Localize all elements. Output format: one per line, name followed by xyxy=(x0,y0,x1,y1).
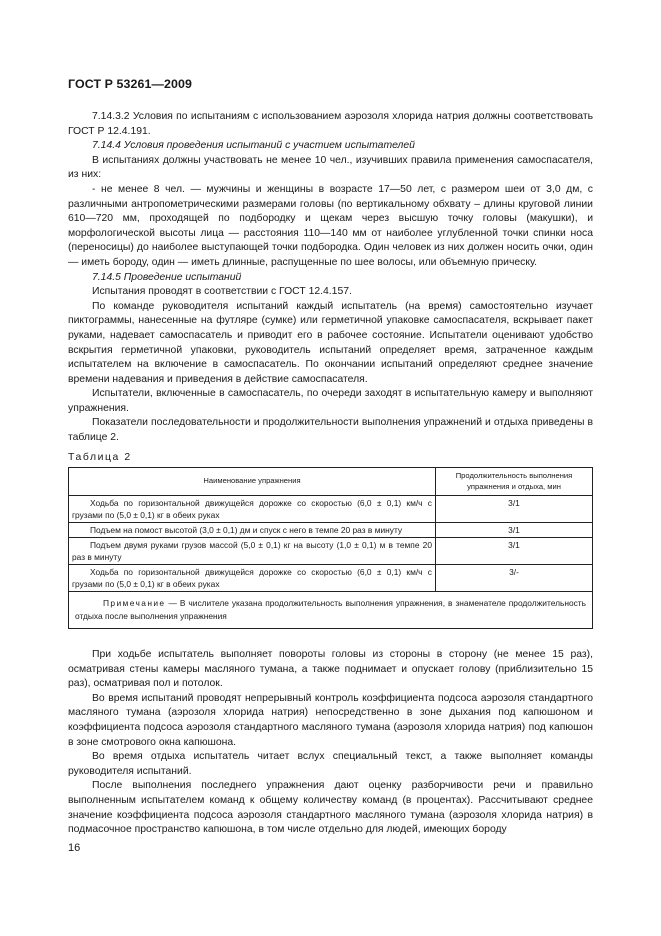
paragraph: В испытаниях должны участвовать не менее 10 чел., изучивших правила применения самоспасателя, из них: xyxy=(68,154,593,181)
table-row xyxy=(69,565,593,592)
table-row xyxy=(69,523,593,538)
exercise-table xyxy=(68,467,593,629)
paragraph: Испытания проводят в соответствии с ГОСТ 12.4.157. xyxy=(92,286,352,298)
section-heading: 7.14.4 Условия проведения испытаний с участием испытателей xyxy=(92,140,415,152)
paragraph: Во время отдыха испытатель читает вслух специальный текст, а также выполняет команды руководителя испытаний. xyxy=(68,751,593,777)
body-top xyxy=(68,110,593,446)
exercise-duration: 3/- xyxy=(436,565,593,592)
exercise-name: Подъем двумя руками грузов массой (5,0 ± 0,1) кг на высоту (1,0 ± 0,1) м в темпе 20 раз в минуту xyxy=(69,538,436,565)
exercise-duration: 3/1 xyxy=(436,496,593,523)
paragraph: Во время испытаний проводят непрерывный контроль коэффициента подсоса аэрозоля стандартного масляного тумана (аэрозоля хлорида натрия) непосредственно в зоне дыхания под капюшоном и коэффициента подсоса аэрозоля стандартного масляного тумана (аэрозоля хлорида натрия) под капюшон в зоне смотрового окна капюшона. xyxy=(68,692,593,748)
exercise-duration: 3/1 xyxy=(436,538,593,565)
table-note-row xyxy=(69,592,593,629)
body-bottom xyxy=(68,648,593,838)
paragraph: При ходьбе испытатель выполняет повороты головы из стороны в сторону (не менее 15 раз), осматривая стены камеры масляного тумана, а также поднимает и опускает голову (приблизительно 15 раз), осматривая пол и потолок. xyxy=(68,649,593,690)
paragraph: По команде руководителя испытаний каждый испытатель (на время) самостоятельно изучает пиктограммы, нанесенные на футляре (сумке) или герметичной упаковке самоспасателя, вскрывает пакет руками, надевает самоспасатель и приводит его в рабочее состояние. Испытатели оценивают удобство вскрытия герметичной упаковки, руководитель испытаний определяет время, затраченное каждым испытателем на включение в самоспасатель. По окончании испытаний определяют среднее значение времени надевания и приведения в действие самоспасателя. xyxy=(68,300,593,385)
table-note xyxy=(69,592,593,629)
exercise-name: Ходьба по горизонтальной движущейся дорожке со скоростью (6,0 ± 0,1) км/ч с грузами по (5,0 ± 0,1) кг в обеих руках xyxy=(69,496,436,523)
document-header: ГОСТ Р 53261—2009 xyxy=(68,77,192,91)
paragraph: 7.14.3.2 Условия по испытаниям с использованием аэрозоля хлорида натрия должны соответствовать ГОСТ Р 12.4.191. xyxy=(68,111,593,137)
table-row xyxy=(69,538,593,565)
exercise-name: Ходьба по горизонтальной движущейся дорожке со скоростью (6,0 ± 0,1) км/ч с грузами по (5,0 ± 0,1) кг в обеих руках xyxy=(69,565,436,592)
paragraph: Показатели последовательности и продолжительности выполнения упражнений и отдыха приведены в таблице 2. xyxy=(68,417,593,444)
note-label: Примечание xyxy=(103,598,166,608)
section-heading: 7.14.5 Проведение испытаний xyxy=(92,271,242,283)
column-header-name: Наименование упражнения xyxy=(69,468,436,496)
note-text: — В числителе указана продолжительность выполнения упражнения, в знаменателе продолжительность отдыха после выполнения упражнения xyxy=(75,598,586,621)
paragraph: - не менее 8 чел. — мужчины и женщины в возрасте 17—50 лет, с размером шеи от 3,0 дм, с различными антропометрическими размерами головы (по вертикальному обхвату – длины круговой линии 610—720 мм, проходящей по подбородку и щекам через высшую точку головы (макушки), и морфологической высоты лица — расстояния 110—140 мм от наиболее углубленной точки спинки носа (переносицы) до наиболее выступающей точки подбородка. Один человек из них должен носить очки, один — иметь бороду, один — иметь длинные, распущенные по шее волосы, или объемную прическу. xyxy=(68,183,593,268)
paragraph: После выполнения последнего упражнения дают оценку разборчивости речи и правильно выполненным испытателем команд к общему количеству команд (в процентах). Рассчитывают среднее значение коэффициента подсоса аэрозоля стандартного масляного тумана (аэрозоля хлорида натрия) в подмасочное пространство капюшона, в том числе отдельно для людей, имеющих бороду xyxy=(68,780,593,836)
page-number: 16 xyxy=(68,842,81,854)
table-header-row xyxy=(69,468,593,496)
exercise-duration: 3/1 xyxy=(436,523,593,538)
column-header-duration: Продолжительность выполнения упражнения и отдыха, мин xyxy=(436,468,593,496)
exercise-name: Подъем на помост высотой (3,0 ± 0,1) дм и спуск с него в темпе 20 раз в минуту xyxy=(69,523,436,538)
paragraph: Испытатели, включенные в самоспасатель, по очереди заходят в испытательную камеру и выполняют упражнения. xyxy=(68,388,593,414)
table-caption: Таблица 2 xyxy=(68,452,132,463)
table-row xyxy=(69,496,593,523)
